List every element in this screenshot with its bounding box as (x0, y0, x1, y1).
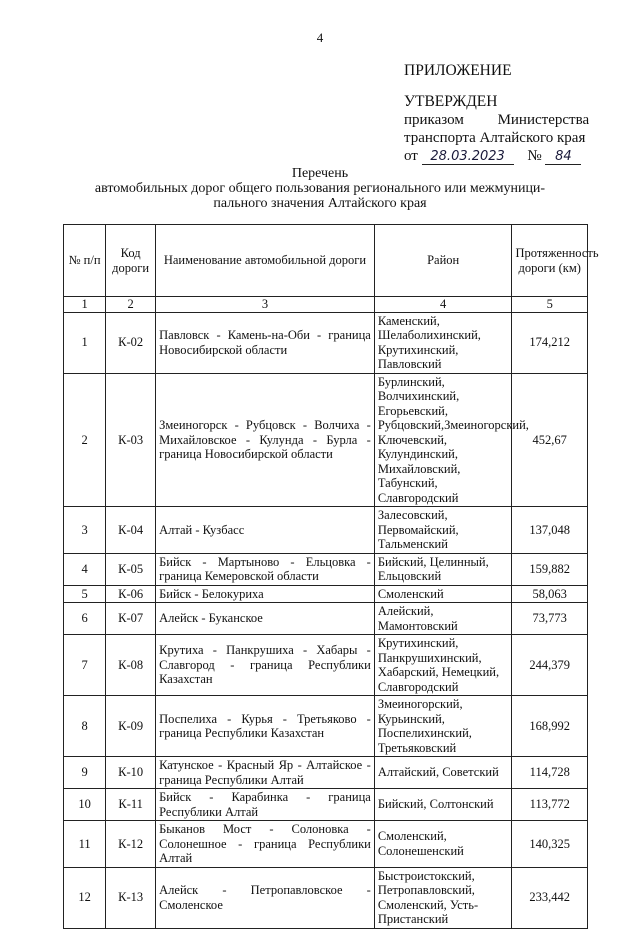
table-row (64, 507, 588, 554)
order-number-label: № (527, 148, 542, 164)
districts: Залесовский, Первомайский, Тальменский (374, 507, 512, 554)
row-number: 12 (64, 867, 106, 928)
road-length: 137,048 (512, 507, 588, 554)
document-heading (60, 166, 580, 211)
row-number: 1 (64, 312, 106, 373)
header-name: Наименование автомобильной дороги (156, 225, 375, 297)
order-date: 28.03.2023 (422, 149, 514, 165)
order-number: 84 (545, 149, 581, 165)
table-row (64, 585, 588, 603)
table-row (64, 789, 588, 821)
districts: Бийский, Солтонский (374, 789, 512, 821)
row-number: 3 (64, 507, 106, 554)
header-length: Протяженность дороги (км) (512, 225, 588, 297)
road-code: К-02 (106, 312, 156, 373)
road-length: 58,063 (512, 585, 588, 603)
order-prefix: от (404, 148, 418, 164)
districts: Смоленский, Солонешенский (374, 821, 512, 868)
row-number: 10 (64, 789, 106, 821)
header-code: Код дороги (106, 225, 156, 297)
road-length: 452,67 (512, 373, 588, 507)
road-name: Змеиногорск - Рубцовск - Волчиха - Михайловское - Кулунда - Бурла - граница Новосибирской области (156, 373, 375, 507)
road-name: Бийск - Мартыново - Ельцовка - граница Кемеровской области (156, 553, 375, 585)
table-row (64, 757, 588, 789)
districts: Алейский, Мамонтовский (374, 603, 512, 635)
row-number: 11 (64, 821, 106, 868)
heading-line-1: Перечень (291, 166, 349, 181)
districts: Смоленский (374, 585, 512, 603)
approved-label: УТВЕРЖДЕН (404, 93, 498, 110)
approval-line-2: транспорта Алтайского края (404, 130, 586, 146)
road-name: Бийск - Белокуриха (156, 585, 375, 603)
heading-line-2: автомобильных дорог общего пользования регионального или межмуници- (94, 181, 546, 196)
districts: Быстроистокский, Петропавловский, Смоленский, Усть-Пристанский (374, 867, 512, 928)
row-number: 8 (64, 696, 106, 757)
table-row (64, 821, 588, 868)
table-row (64, 635, 588, 696)
table-row (64, 603, 588, 635)
table-header-row (64, 225, 588, 297)
road-name: Алтай - Кузбасс (156, 507, 375, 554)
road-code: К-04 (106, 507, 156, 554)
road-name: Крутиха - Панкрушиха - Хабары - Славгород - граница Республики Казахстан (156, 635, 375, 696)
road-code: К-07 (106, 603, 156, 635)
row-number: 6 (64, 603, 106, 635)
row-number: 7 (64, 635, 106, 696)
column-number: 1 (64, 297, 106, 313)
road-code: К-10 (106, 757, 156, 789)
road-code: К-13 (106, 867, 156, 928)
districts: Бурлинский, Волчихинский, Егорьевский, Рубцовский,Змеиногорский, Ключевский, Кулундинский, Михайловский, Табунский, Славгородский (374, 373, 512, 507)
table-body (64, 312, 588, 928)
road-length: 73,773 (512, 603, 588, 635)
road-name: Павловск - Камень-на-Оби - граница Новосибирской области (156, 312, 375, 373)
table-row (64, 312, 588, 373)
road-length: 113,772 (512, 789, 588, 821)
road-name: Алейск - Буканское (156, 603, 375, 635)
districts: Каменский, Шелаболихинский, Крутихинский, Павловский (374, 312, 512, 373)
road-length: 140,325 (512, 821, 588, 868)
column-numbers-row (64, 297, 588, 313)
row-number: 5 (64, 585, 106, 603)
road-length: 174,212 (512, 312, 588, 373)
table-row (64, 696, 588, 757)
approval-line-1: приказом Министерства (404, 112, 590, 128)
header-districts: Район (374, 225, 512, 297)
page-number: 4 (316, 30, 324, 45)
order-line (404, 147, 589, 165)
districts: Алтайский, Советский (374, 757, 512, 789)
road-name: Поспелиха - Курья - Третьяково - граница Республики Казахстан (156, 696, 375, 757)
road-code: К-09 (106, 696, 156, 757)
road-code: К-03 (106, 373, 156, 507)
districts: Бийский, Целинный, Ельцовский (374, 553, 512, 585)
road-code: К-06 (106, 585, 156, 603)
road-name: Катунское - Красный Яр - Алтайское - граница Республики Алтай (156, 757, 375, 789)
road-code: К-05 (106, 553, 156, 585)
road-length: 159,882 (512, 553, 588, 585)
roads-table (63, 224, 599, 929)
districts: Змеиногорский, Курьинский, Поспелихинский, Третьяковский (374, 696, 512, 757)
road-length: 233,442 (512, 867, 588, 928)
road-length: 244,379 (512, 635, 588, 696)
header-num: № п/п (64, 225, 106, 297)
appendix-title: ПРИЛОЖЕНИЕ (404, 62, 512, 79)
road-name: Быканов Мост - Солоновка - Солонешное - граница Республики Алтай (156, 821, 375, 868)
column-number: 2 (106, 297, 156, 313)
districts: Крутихинский, Панкрушихинский, Хабарский, Немецкий, Славгородский (374, 635, 512, 696)
column-number: 3 (156, 297, 375, 313)
heading-line-3: пального значения Алтайского края (213, 196, 427, 211)
road-name: Алейск - Петропавловское - Смоленское (156, 867, 375, 928)
table-row (64, 867, 588, 928)
road-length: 168,992 (512, 696, 588, 757)
road-name: Бийск - Карабинка - граница Республики Алтай (156, 789, 375, 821)
table-row (64, 373, 588, 507)
road-code: К-08 (106, 635, 156, 696)
column-number: 4 (374, 297, 512, 313)
road-code: К-11 (106, 789, 156, 821)
road-length: 114,728 (512, 757, 588, 789)
row-number: 2 (64, 373, 106, 507)
road-code: К-12 (106, 821, 156, 868)
row-number: 4 (64, 553, 106, 585)
table-row (64, 553, 588, 585)
row-number: 9 (64, 757, 106, 789)
approval-block (404, 62, 589, 165)
column-number: 5 (512, 297, 588, 313)
